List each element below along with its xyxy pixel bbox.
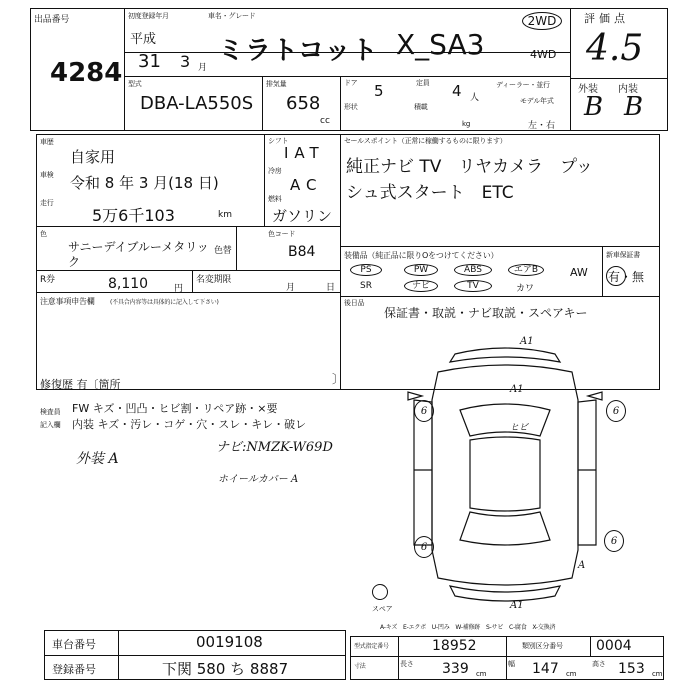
damage-mark-side: A — [578, 560, 586, 571]
fuel: ガソリン — [272, 207, 333, 225]
length-label: 長さ — [400, 660, 414, 668]
damage-mark-rear: A1 — [510, 600, 524, 611]
color-line1: サニーデイブルーメタリッ — [68, 240, 209, 254]
model: DBA-LA550S — [140, 93, 254, 114]
color-line2: ク — [68, 255, 81, 269]
recycle-unit: 円 — [174, 284, 184, 294]
note-exterior: 外装 A — [76, 451, 119, 467]
height-unit: cm — [652, 670, 663, 678]
tax-day: 日 — [326, 283, 336, 293]
tax-label: 名変期限 — [196, 275, 232, 285]
color-code: B84 — [288, 244, 316, 260]
drive-2wd: 2WD — [522, 12, 562, 30]
wheel-mark-rr: 6 — [604, 530, 624, 552]
handle-label: 左・右 — [528, 121, 556, 131]
capacity-unit: 人 — [470, 93, 480, 103]
width-unit: cm — [566, 670, 577, 678]
inspection: 令和 8 年 3 月(18 日) — [70, 174, 219, 192]
doors-label: ドア — [344, 79, 358, 87]
car-name-label: 車名・グレード — [208, 12, 256, 20]
grade: X_SA3 — [396, 28, 485, 61]
equip-leather: カワ — [516, 284, 535, 294]
displacement: 658 — [286, 93, 321, 114]
equip-sr: SR — [360, 281, 372, 291]
first-reg-label: 初度登録年月 — [128, 12, 169, 20]
sales-point-label: セールスポイント（正常に稼働するものに限ります） — [344, 137, 507, 145]
note-wheel: ホイールカバー A — [218, 474, 299, 485]
damage-mark-hood: A1 — [510, 384, 524, 395]
shift: IAT — [284, 144, 325, 162]
type-designation-label: 型式指定番号 — [354, 643, 389, 650]
length-unit: cm — [476, 670, 487, 678]
length: 339 — [442, 661, 469, 677]
score: 4.5 — [586, 28, 644, 69]
sales-point-line2: シュ式スタート ETC — [346, 183, 514, 203]
cc-unit: cc — [320, 116, 330, 126]
sales-point-line1: 純正ナビ TV リヤカメラ プッ — [346, 157, 593, 177]
color-change-label: 色替 — [214, 246, 232, 256]
recycle: 8,110 — [108, 276, 149, 292]
reg-number: 下関 580 ち 8887 — [162, 660, 289, 678]
era: 平成 — [130, 32, 157, 47]
wheel-mark-rl: 6 — [414, 536, 434, 558]
month-unit: 月 — [198, 63, 208, 73]
history-label: 車歴 — [40, 138, 54, 146]
inspection-label: 車検 — [40, 171, 54, 179]
exterior-label: 外装 — [578, 84, 598, 95]
exterior-grade: B — [584, 92, 604, 122]
equip-tv: TV — [454, 280, 492, 292]
capacity-label: 定員 — [416, 79, 430, 87]
recycle-label: R券 — [40, 275, 55, 285]
inspector-line1: FW キズ・凹凸・ヒビ割・リペア跡・×要 — [72, 402, 278, 415]
ac-label: 冷房 — [268, 167, 282, 175]
equip-ps: PS — [350, 264, 382, 276]
height: 153 — [618, 661, 645, 677]
color-code-label: 色コード — [268, 230, 296, 238]
wheel-mark-fr: 6 — [606, 400, 626, 422]
interior-label: 内装 — [618, 84, 638, 95]
interior-grade: B — [624, 92, 644, 122]
maint-value: 有・無 — [608, 270, 645, 284]
reg-label: 登録番号 — [52, 663, 96, 676]
equip-abs: ABS — [454, 264, 492, 276]
car-name: ミラトコット — [218, 36, 379, 66]
shape-label: 形状 — [344, 103, 358, 111]
note-navi: ナビ:NMZK-W69D — [216, 440, 333, 455]
inspector-line2: 内装 キズ・汚レ・コゲ・穴・スレ・キレ・破レ — [72, 418, 307, 431]
equip-label: 装備品（純正品に限りOをつけてください） — [344, 251, 499, 260]
drive-4wd: 4WD — [530, 48, 557, 61]
wheel-mark-fl: 6 — [414, 400, 434, 422]
capacity: 4 — [452, 82, 462, 100]
damage-legend: A-キズ E-エクボ U-凹み W-補修跡 S-サビ C-腐食 X-交換済 — [380, 624, 556, 631]
spare-label: スペア — [372, 605, 393, 613]
reg-month: 3 — [180, 52, 191, 71]
height-label: 高さ — [592, 660, 606, 668]
after-value: 保証書・取説・ナビ取説・スペアキー — [384, 306, 588, 320]
km-unit: km — [218, 210, 232, 220]
fuel-label: 燃料 — [268, 195, 282, 203]
chassis-number: 0019108 — [196, 633, 263, 651]
maint-circle — [606, 266, 626, 286]
load-label: 積載 — [414, 103, 428, 111]
inspector-label-1: 検査員 — [40, 408, 61, 416]
model-label: 型式 — [128, 80, 142, 88]
spare-icon — [372, 584, 388, 600]
inspector-label-2: 記入欄 — [40, 421, 61, 429]
repair-bracket: 〕 — [332, 372, 345, 386]
tax-month: 月 — [286, 283, 296, 293]
header-block — [30, 8, 668, 131]
after-label: 後日品 — [344, 299, 365, 307]
kg-unit: kg — [462, 120, 471, 128]
lot-number: 4284 — [50, 58, 123, 88]
model-year-label: モデル年式 — [520, 97, 554, 105]
reg-year: 31 — [138, 51, 161, 72]
repair-history: 修復歴 有〔箇所 — [40, 378, 121, 391]
equip-pw: PW — [404, 264, 438, 276]
lot-label: 出品番号 — [34, 15, 70, 25]
ac: AC — [290, 176, 323, 194]
equip-aw: AW — [570, 266, 588, 279]
mileage: 5万6千103 — [92, 206, 175, 225]
mileage-label: 走行 — [40, 199, 54, 207]
category: 0004 — [596, 638, 632, 654]
displacement-label: 排気量 — [266, 80, 287, 88]
dealer-label: ディーラー・並行 — [496, 81, 550, 89]
notes-sub: (不具合内容等は具体的に記入して下さい) — [110, 299, 219, 306]
doors: 5 — [374, 82, 384, 100]
chassis-label: 車台番号 — [52, 638, 96, 651]
maint-label: 新車保証書 — [606, 251, 640, 259]
score-label: 評価点 — [584, 12, 629, 25]
dims-label: 寸法 — [354, 663, 366, 670]
width: 147 — [532, 661, 559, 677]
color-label: 色 — [40, 230, 47, 238]
damage-mark-front: A1 — [520, 336, 534, 347]
history: 自家用 — [70, 148, 116, 166]
notes-label: 注意事項申告欄 — [40, 297, 95, 306]
shift-label: シフト — [268, 137, 289, 145]
type-designation: 18952 — [432, 638, 477, 654]
equip-airbag: エアB — [508, 264, 544, 276]
damage-mark-windshield: ヒビ — [510, 423, 529, 433]
width-label: 幅 — [508, 660, 515, 668]
car-diagram — [400, 340, 610, 612]
equip-navi: ナビ — [404, 280, 438, 292]
category-label: 類別区分番号 — [522, 642, 563, 650]
